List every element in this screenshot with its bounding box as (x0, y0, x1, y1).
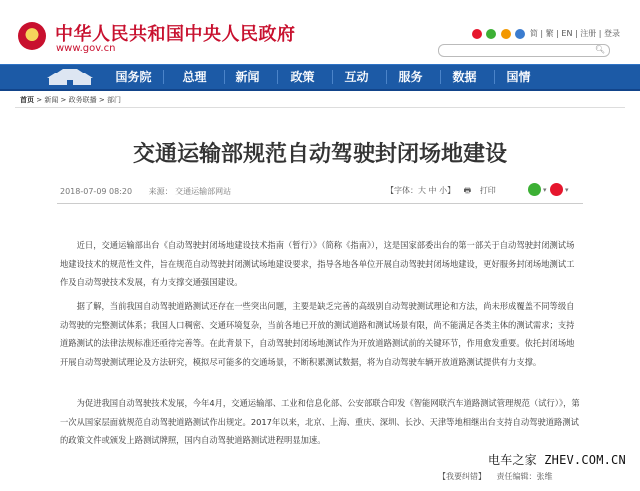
print-button[interactable] (464, 186, 502, 195)
app-icon[interactable] (501, 29, 511, 39)
national-emblem-icon (18, 22, 46, 50)
main-nav (0, 64, 640, 91)
site-title[interactable]: 中华人民共和国中央人民政府 (55, 24, 296, 45)
watermark: 电车之家 ZHEV.COM.CN (488, 453, 626, 467)
article-tools (386, 185, 508, 199)
breadcrumb-path[interactable]: > 新闻 > 政务联播 > 部门 (34, 96, 121, 104)
chevron-down-icon[interactable]: ▾ (543, 186, 547, 194)
nav-item-service[interactable]: 服务 (398, 70, 423, 84)
article-paragraph: 近日，交通运输部出台《自动驾驶封闭场地建设技术指南（暂行）》（简称《指南》），这是国家部委出台的第一部关于自动驾驶封闭测试场地建设技术的规范性文件，旨在规范自动驾驶封闭测试场地建设要求，指导各地各单位开展自动驾驶封闭场地建设，更好服务封闭场地测试工作及自动驾驶技术发展，有力支撑交通强国建设。 (60, 240, 575, 287)
article-paragraph: 为促进我国自动驾驶技术发展，今年4月，交通运输部、工业和信息化部、公安部联合印发《智能网联汽车道路测试管理规范（试行）》，第一次从国家层面就规范自动驾驶道路测试作出规定。2017年以来，北京、上海、重庆、深圳、长沙、天津等地相继出台支持自动驾驶道路测试的政策文件或颁发上路测试牌照，国内自动驾驶道路测试进程明显加速。 (60, 398, 580, 445)
site-header (0, 0, 640, 64)
nav-item-national-info[interactable]: 国情 (506, 70, 531, 84)
weibo-icon[interactable] (472, 29, 482, 39)
printer-icon: 🖶︎ (463, 186, 472, 195)
nav-item-state-council[interactable]: 国务院 (115, 70, 152, 84)
article-paragraph: 据了解，当前我国自动驾驶道路测试还存在一些突出问题，主要是缺乏完善的高级别自动驾驶测试理论和方法，尚未形成覆盖不同等级自动驾驶的完整测试体系；我国人口稠密、交通环境复杂，当前各地已开放的测试道路和测试场景有限，尚不能满足各类主体的测试需求；支持道路测试的法律法规标准还亟待完善等。在此背景下，自动驾驶封闭场地测试作为开放道路测试前的关键环节，作用愈发重要。依托封闭场地开展自动驾驶测试理论及方法研究，模拟尽可能多的交通场景，不断积累测试数据，将为自动驾驶车辆开放道路测试提供有力支撑。 (60, 301, 575, 367)
nav-item-policy[interactable]: 政策 (290, 70, 315, 84)
breadcrumb-home[interactable]: 首页 (20, 96, 34, 104)
wechat-icon[interactable] (486, 29, 496, 39)
top-links-text[interactable]: 简 | 繁 | EN | 注册 | 登录 (529, 29, 620, 38)
article-meta (60, 186, 245, 197)
nav-item-data[interactable]: 数据 (452, 70, 477, 84)
search-input[interactable] (438, 44, 610, 57)
article-title: 交通运输部规范自动驾驶封闭场地建设 (132, 142, 507, 167)
divider (57, 203, 583, 204)
report-error-link[interactable]: 【我要纠错】 (438, 472, 486, 481)
magnifier-icon[interactable]: 🔍︎ (594, 45, 605, 54)
divider (15, 107, 625, 108)
nav-item-interaction[interactable]: 互动 (344, 70, 369, 84)
breadcrumb (20, 95, 121, 105)
article-footer (438, 471, 561, 482)
editor-credit: 责任编辑：张维 (496, 472, 553, 481)
share-weibo-icon[interactable] (550, 183, 563, 196)
chevron-down-icon[interactable]: ▾ (565, 186, 569, 194)
font-size-switcher[interactable]: 【字体：大 中 小】 (386, 186, 456, 195)
site-url: www.gov.cn (56, 43, 116, 54)
mobile-icon[interactable] (515, 29, 525, 39)
nav-item-premier[interactable]: 总理 (182, 70, 207, 84)
top-links[interactable] (472, 28, 620, 39)
share-wechat-icon[interactable] (528, 183, 541, 196)
article-source: 来源： 交通运输部网站 (148, 187, 232, 196)
nav-item-news[interactable]: 新闻 (235, 70, 260, 84)
print-label: 打印 (479, 186, 496, 195)
publish-datetime: 2018-07-09 08:20 (60, 187, 133, 196)
tiananmen-home-icon[interactable] (45, 67, 95, 87)
nav-divider (163, 70, 164, 84)
